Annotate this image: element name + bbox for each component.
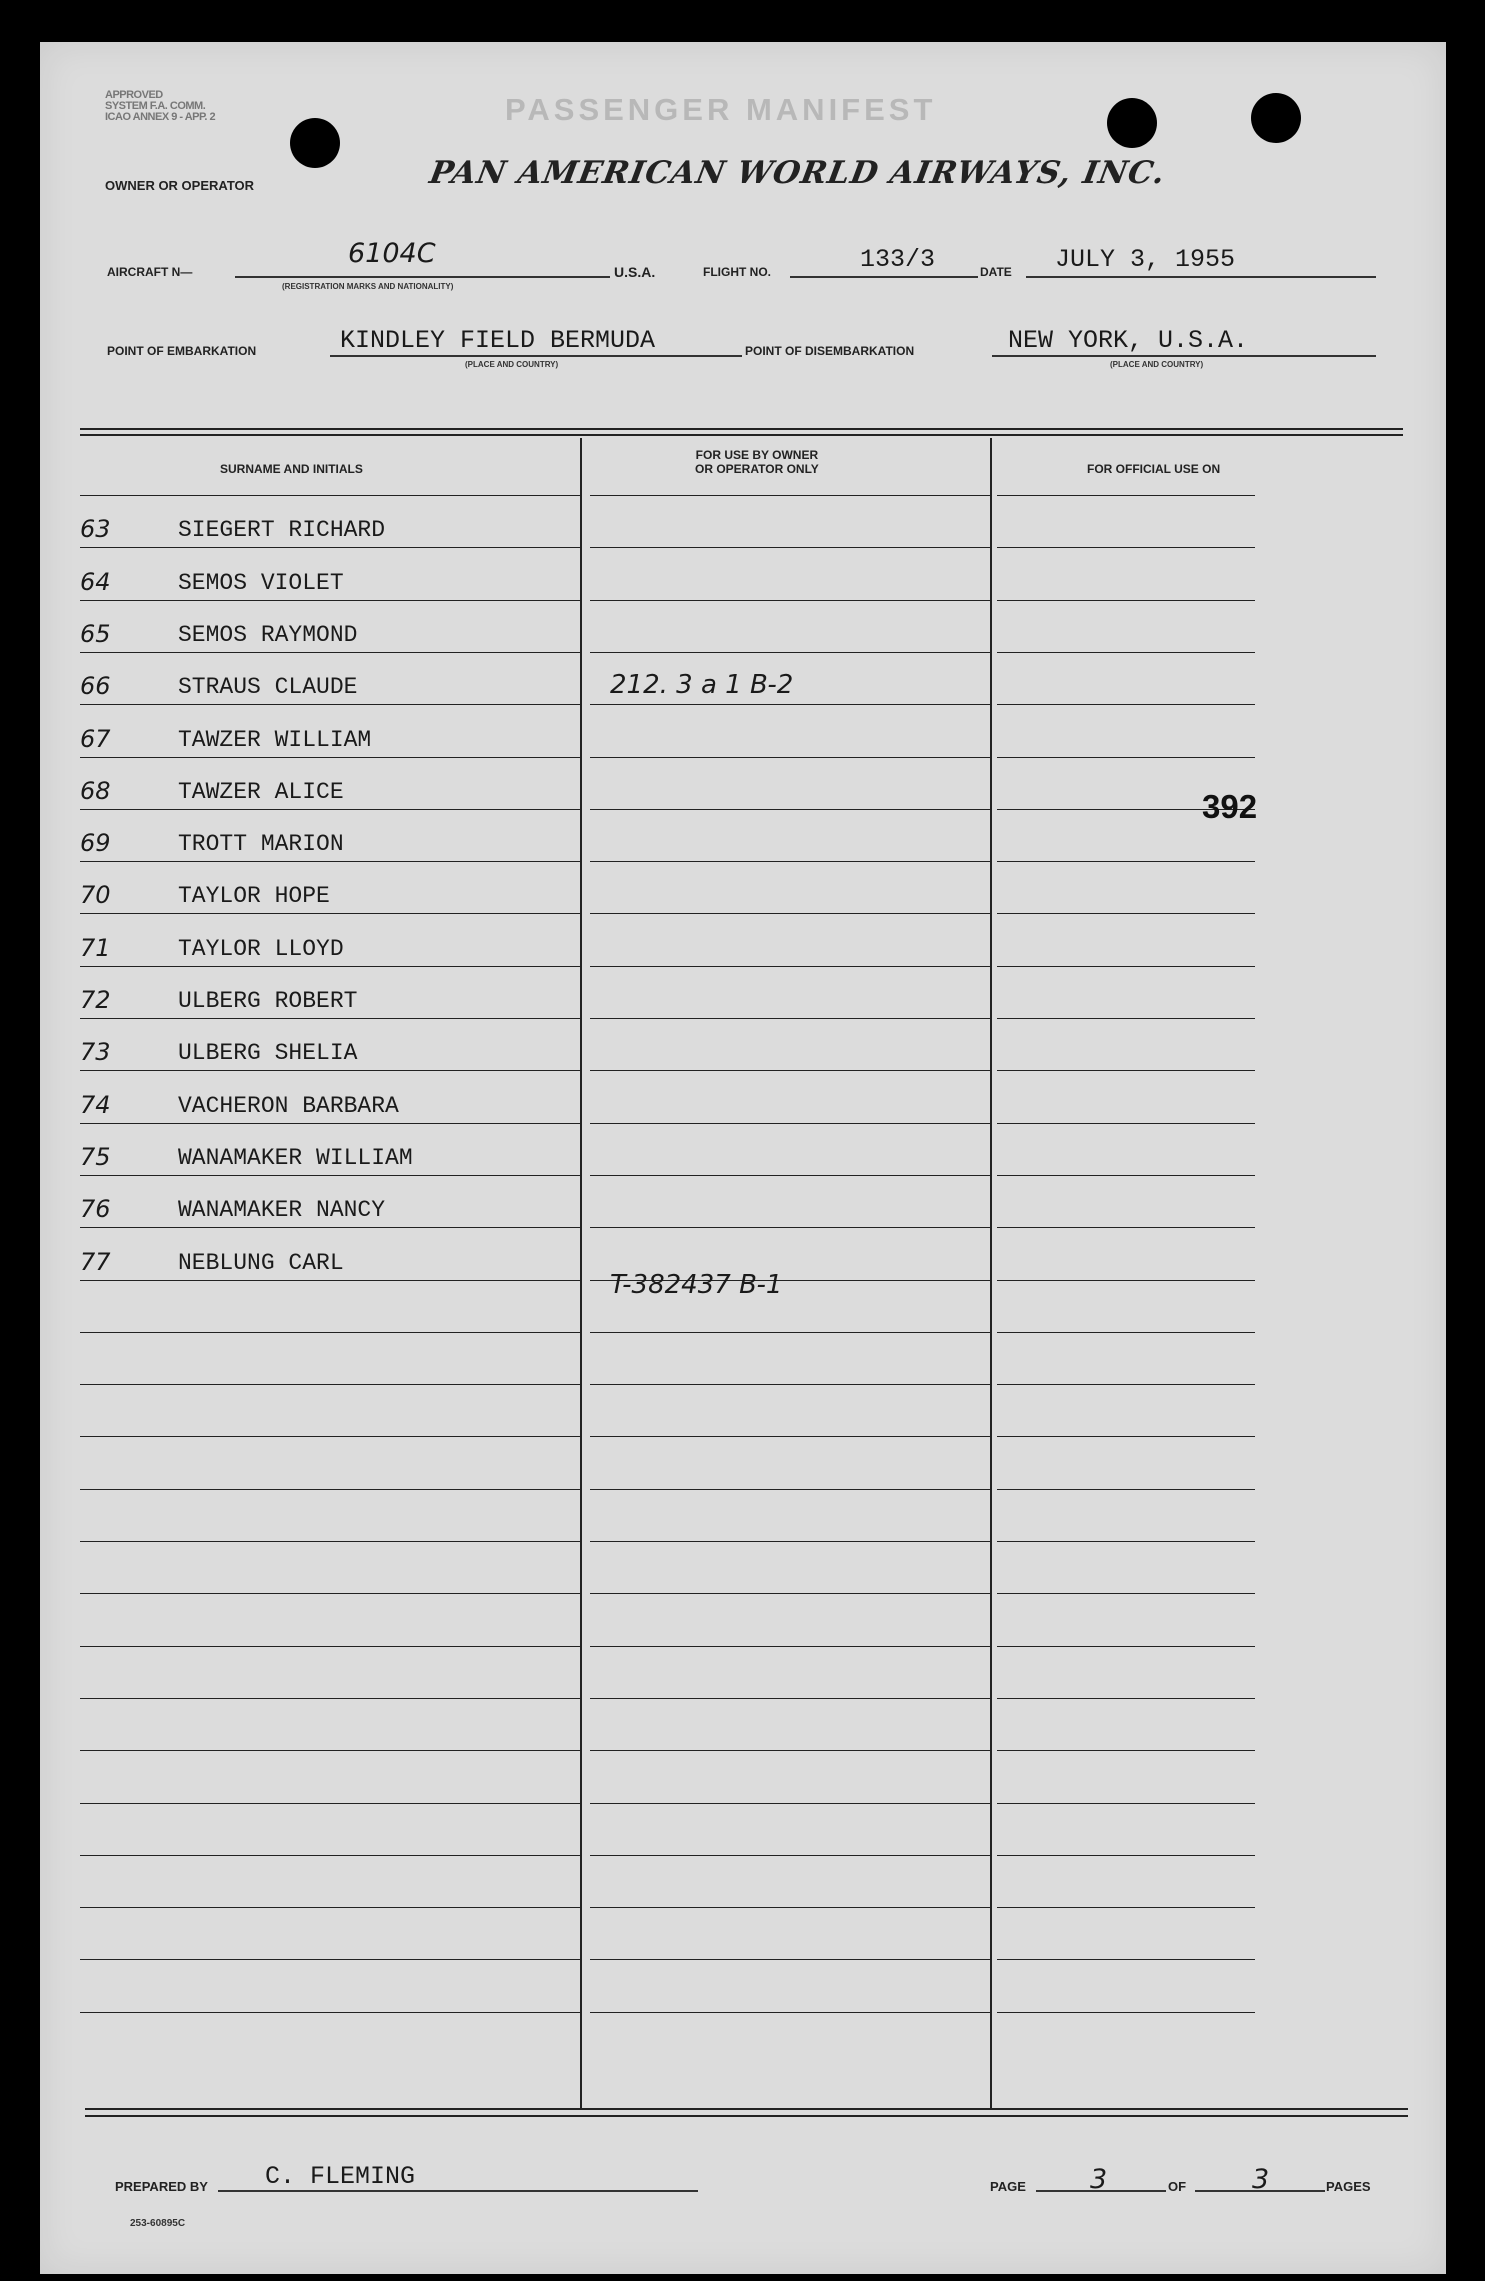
punch-hole	[290, 118, 340, 168]
row-rule	[997, 1280, 1255, 1281]
column-header-surname: SURNAME AND INITIALS	[220, 462, 363, 476]
row-rule	[590, 757, 990, 758]
row-rule	[590, 547, 990, 548]
aircraft-label: AIRCRAFT N—	[107, 265, 193, 279]
row-rule	[590, 1541, 990, 1542]
owner-use-line: OR OPERATOR ONLY	[695, 462, 819, 476]
row-rule	[80, 1959, 580, 1960]
row-number: 76	[80, 1195, 111, 1223]
row-number: 66	[80, 672, 111, 700]
prepared-by-value: C. FLEMING	[265, 2162, 416, 2191]
disembarkation-caption: (PLACE AND COUNTRY)	[1110, 360, 1204, 369]
registration-caption: (REGISTRATION MARKS AND NATIONALITY)	[282, 282, 454, 291]
row-rule	[80, 1698, 580, 1699]
row-rule	[80, 652, 580, 653]
row-rule	[590, 1436, 990, 1437]
passenger-name: VACHERON BARBARA	[178, 1093, 399, 1119]
row-rule	[80, 861, 580, 862]
row-rule	[80, 1436, 580, 1437]
disembarkation-underline	[992, 355, 1376, 357]
row-rule	[80, 1123, 580, 1124]
row-rule	[590, 1803, 990, 1804]
row-rule	[997, 600, 1255, 601]
table-bottom-rule	[85, 2115, 1408, 2117]
passenger-name: TAYLOR LLOYD	[178, 936, 344, 962]
column-header-official: FOR OFFICIAL USE ON	[1087, 462, 1221, 476]
row-number: 70	[80, 881, 111, 909]
row-rule	[590, 1070, 990, 1071]
row-rule	[80, 966, 580, 967]
row-rule	[997, 1227, 1255, 1228]
passenger-name: TAWZER WILLIAM	[178, 727, 372, 753]
date-label: DATE	[980, 265, 1012, 279]
row-rule	[80, 1280, 580, 1281]
column-divider	[990, 438, 992, 2108]
row-rule	[997, 1018, 1255, 1019]
column-header-owner-use	[695, 448, 819, 476]
row-rule	[997, 1332, 1255, 1333]
row-rule	[590, 1018, 990, 1019]
row-rule	[80, 704, 580, 705]
form-title: PASSENGER MANIFEST	[505, 92, 937, 127]
row-rule	[997, 1593, 1255, 1594]
row-rule	[590, 495, 990, 496]
row-rule	[997, 1436, 1255, 1437]
row-rule	[997, 966, 1255, 967]
row-number: 72	[80, 986, 111, 1014]
table-top-rule	[80, 428, 1403, 430]
approval-line: SYSTEM F.A. COMM.	[105, 100, 206, 112]
company-name: PAN AMERICAN WORLD AIRWAYS, INC.	[426, 155, 1169, 191]
row-rule	[997, 1123, 1255, 1124]
of-value: 3	[1252, 2164, 1270, 2195]
row-rule	[997, 547, 1255, 548]
row-rule	[997, 1646, 1255, 1647]
flight-label: FLIGHT NO.	[703, 265, 771, 279]
page-value: 3	[1090, 2164, 1108, 2195]
punch-hole	[1107, 98, 1157, 148]
owner-note: T-382437 B-1	[610, 1270, 783, 1300]
row-rule	[997, 1175, 1255, 1176]
row-number: 67	[80, 725, 111, 753]
passenger-name: TROTT MARION	[178, 831, 344, 857]
row-rule	[590, 600, 990, 601]
row-rule	[80, 1018, 580, 1019]
row-rule	[80, 495, 580, 496]
table-top-rule	[80, 434, 1403, 436]
row-rule	[80, 913, 580, 914]
row-rule	[997, 1489, 1255, 1490]
row-rule	[80, 1541, 580, 1542]
row-rule	[590, 2012, 990, 2013]
passenger-name: ULBERG SHELIA	[178, 1040, 358, 1066]
row-rule	[590, 809, 990, 810]
owner-label: OWNER OR OPERATOR	[105, 178, 255, 193]
row-rule	[590, 1123, 990, 1124]
row-rule	[590, 1175, 990, 1176]
row-rule	[80, 1070, 580, 1071]
row-rule	[997, 913, 1255, 914]
row-rule	[590, 1750, 990, 1751]
passenger-name: WANAMAKER WILLIAM	[178, 1145, 413, 1171]
row-rule	[590, 861, 990, 862]
column-divider	[580, 438, 582, 2108]
row-rule	[80, 1175, 580, 1176]
table-bottom-rule	[85, 2108, 1408, 2110]
row-rule	[997, 1698, 1255, 1699]
row-rule	[590, 966, 990, 967]
row-rule	[80, 1750, 580, 1751]
row-rule	[997, 1750, 1255, 1751]
of-label: OF	[1168, 2179, 1187, 2194]
row-rule	[590, 1855, 990, 1856]
date-value: JULY 3, 1955	[1055, 245, 1236, 274]
row-number: 73	[80, 1038, 111, 1066]
row-rule	[997, 861, 1255, 862]
row-rule	[80, 1803, 580, 1804]
row-rule	[997, 1959, 1255, 1960]
row-rule	[590, 1384, 990, 1385]
embarkation-label: POINT OF EMBARKATION	[107, 344, 257, 358]
row-rule	[80, 547, 580, 548]
row-rule	[80, 1489, 580, 1490]
page-label: PAGE	[990, 2179, 1026, 2194]
passenger-name: TAWZER ALICE	[178, 779, 344, 805]
row-number: 68	[80, 777, 111, 805]
row-rule	[590, 1959, 990, 1960]
row-number: 65	[80, 620, 111, 648]
flight-underline	[790, 276, 978, 278]
row-rule	[997, 652, 1255, 653]
disembarkation-label: POINT OF DISEMBARKATION	[745, 344, 915, 358]
row-rule	[80, 2012, 580, 2013]
row-rule	[997, 1855, 1255, 1856]
passenger-name: TAYLOR HOPE	[178, 883, 330, 909]
embarkation-caption: (PLACE AND COUNTRY)	[465, 360, 559, 369]
row-rule	[590, 704, 990, 705]
pages-label: PAGES	[1326, 2179, 1371, 2194]
flight-value: 133/3	[860, 245, 936, 274]
row-rule	[997, 1803, 1255, 1804]
row-rule	[590, 1227, 990, 1228]
row-rule	[997, 1070, 1255, 1071]
prepared-by-label: PREPARED BY	[115, 2179, 208, 2194]
row-rule	[80, 1855, 580, 1856]
row-rule	[80, 1332, 580, 1333]
passenger-name: ULBERG ROBERT	[178, 988, 358, 1014]
passenger-name: NEBLUNG CARL	[178, 1250, 344, 1276]
row-rule	[590, 1698, 990, 1699]
row-rule	[590, 652, 990, 653]
row-rule	[80, 809, 580, 810]
punch-hole	[1251, 93, 1301, 143]
row-rule	[997, 1541, 1255, 1542]
owner-note: 212. 3 a 1 B-2	[610, 670, 794, 700]
aircraft-value: 6104C	[348, 238, 436, 269]
usa-label: U.S.A.	[614, 264, 656, 280]
form-number: 253-60895C	[130, 2218, 186, 2229]
row-number: 64	[80, 568, 111, 596]
row-rule	[80, 600, 580, 601]
row-rule	[997, 757, 1255, 758]
row-rule	[590, 1646, 990, 1647]
row-rule	[997, 495, 1255, 496]
row-rule	[590, 1593, 990, 1594]
row-rule	[590, 1489, 990, 1490]
row-number: 63	[80, 515, 111, 543]
row-rule	[590, 1332, 990, 1333]
row-rule	[590, 1907, 990, 1908]
passenger-name: WANAMAKER NANCY	[178, 1197, 386, 1223]
embarkation-value: KINDLEY FIELD BERMUDA	[340, 326, 656, 355]
row-rule	[80, 1593, 580, 1594]
passenger-name: SEMOS VIOLET	[178, 570, 344, 596]
row-rule	[590, 913, 990, 914]
date-underline	[1026, 276, 1376, 278]
passenger-name: STRAUS CLAUDE	[178, 674, 358, 700]
row-rule	[80, 757, 580, 758]
row-rule	[997, 1907, 1255, 1908]
row-rule	[997, 704, 1255, 705]
row-rule	[997, 1384, 1255, 1385]
row-rule	[80, 1227, 580, 1228]
row-rule	[80, 1384, 580, 1385]
stamp-number: 392	[1202, 788, 1258, 825]
row-rule	[80, 1646, 580, 1647]
row-number: 74	[80, 1091, 111, 1119]
row-number: 77	[80, 1248, 111, 1276]
embarkation-underline	[330, 355, 742, 357]
passenger-name: SIEGERT RICHARD	[178, 517, 386, 543]
passenger-name: SEMOS RAYMOND	[178, 622, 358, 648]
approval-note	[105, 90, 215, 123]
aircraft-underline	[235, 276, 610, 278]
row-rule	[80, 1907, 580, 1908]
row-number: 75	[80, 1143, 111, 1171]
row-rule	[997, 2012, 1255, 2013]
row-number: 71	[80, 934, 111, 962]
approval-line: APPROVED	[105, 89, 163, 101]
owner-use-line: FOR USE BY OWNER	[695, 448, 819, 462]
row-number: 69	[80, 829, 111, 857]
approval-line: ICAO ANNEX 9 - APP. 2	[105, 111, 216, 123]
disembarkation-value: NEW YORK, U.S.A.	[1008, 326, 1249, 355]
